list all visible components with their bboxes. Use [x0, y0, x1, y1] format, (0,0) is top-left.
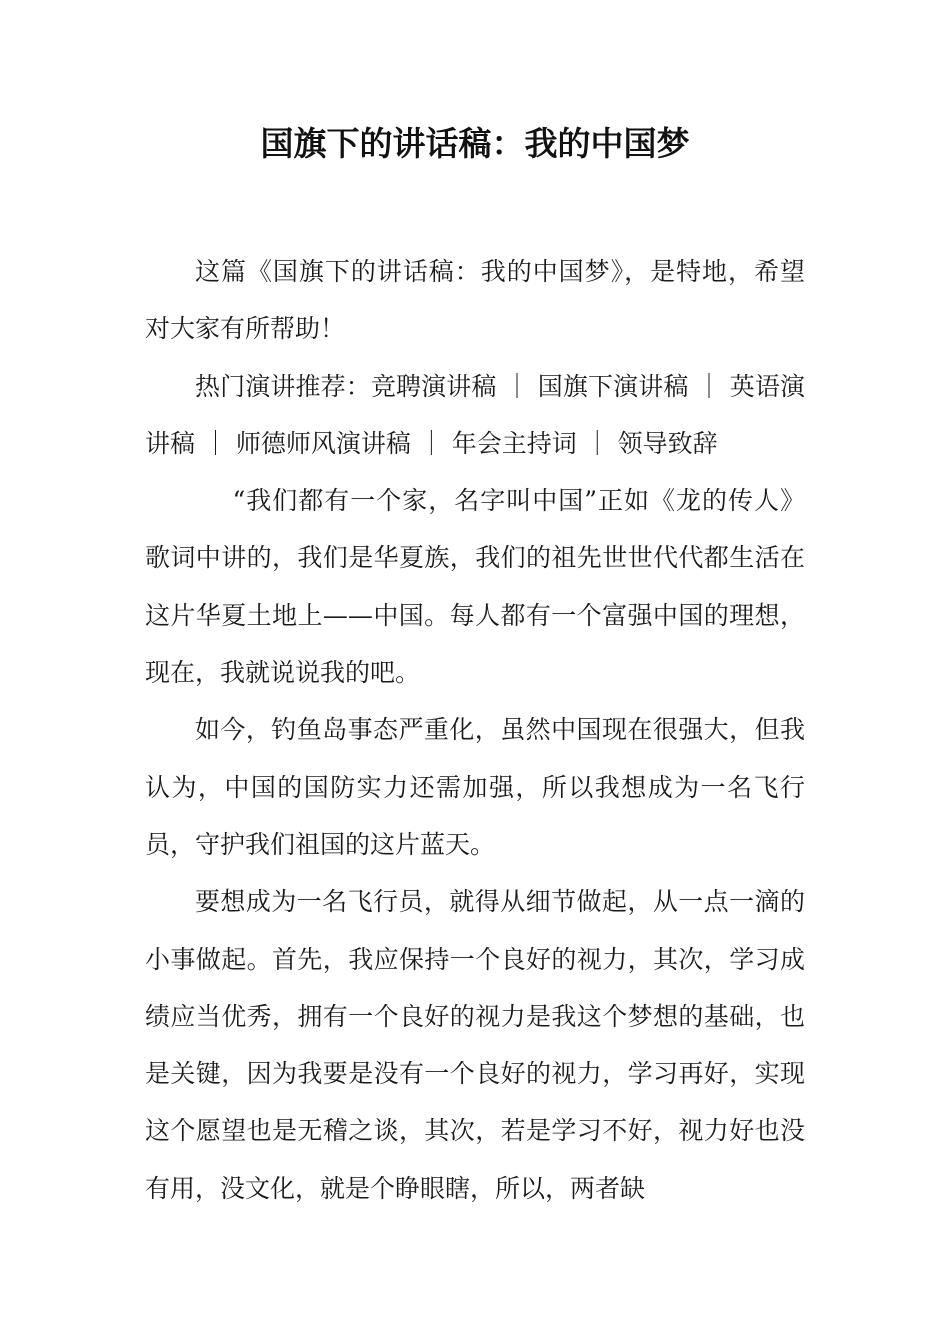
paragraph-details: 要想成为一名飞行员，就得从细节做起，从一点一滴的小事做起。首先，我应保持一个良好的视力，其次，学习成绩应当优秀，拥有一个良好的视力是我这个梦想的基础，也是关键，因为我要是没有一个良好的视力，学习再好，实现这个愿望也是无稽之谈，其次，若是学习不好，视力好也没有用，没文化，就是个睁眼瞎，所以，两者缺	[145, 887, 805, 1203]
paragraph-recommendations: 热门演讲推荐：竞聘演讲稿 ｜ 国旗下演讲稿 ｜ 英语演讲稿 ｜ 师德师风演讲稿 ｜ 年会主持词 ｜ 领导致辞	[145, 371, 805, 458]
paragraph-pilot-dream: 如今，钓鱼岛事态严重化，虽然中国现在很强大，但我认为，中国的国防实力还需加强，所以我想成为一名飞行员，守护我们祖国的这片蓝天。	[145, 715, 805, 859]
page-title: 国旗下的讲话稿：我的中国梦	[260, 124, 690, 163]
paragraph-intro: 这篇《国旗下的讲话稿：我的中国梦》，是特地，希望对大家有所帮助！	[145, 257, 805, 344]
paragraph-song-quote: “我们都有一个家，名字叫中国”正如《龙的传人》歌词中讲的，我们是华夏族，我们的祖先世世代代都生活在这片华夏土地上——中国。每人都有一个富强中国的理想，现在，我就说说我的吧。	[145, 486, 805, 688]
document-body	[145, 243, 805, 1217]
